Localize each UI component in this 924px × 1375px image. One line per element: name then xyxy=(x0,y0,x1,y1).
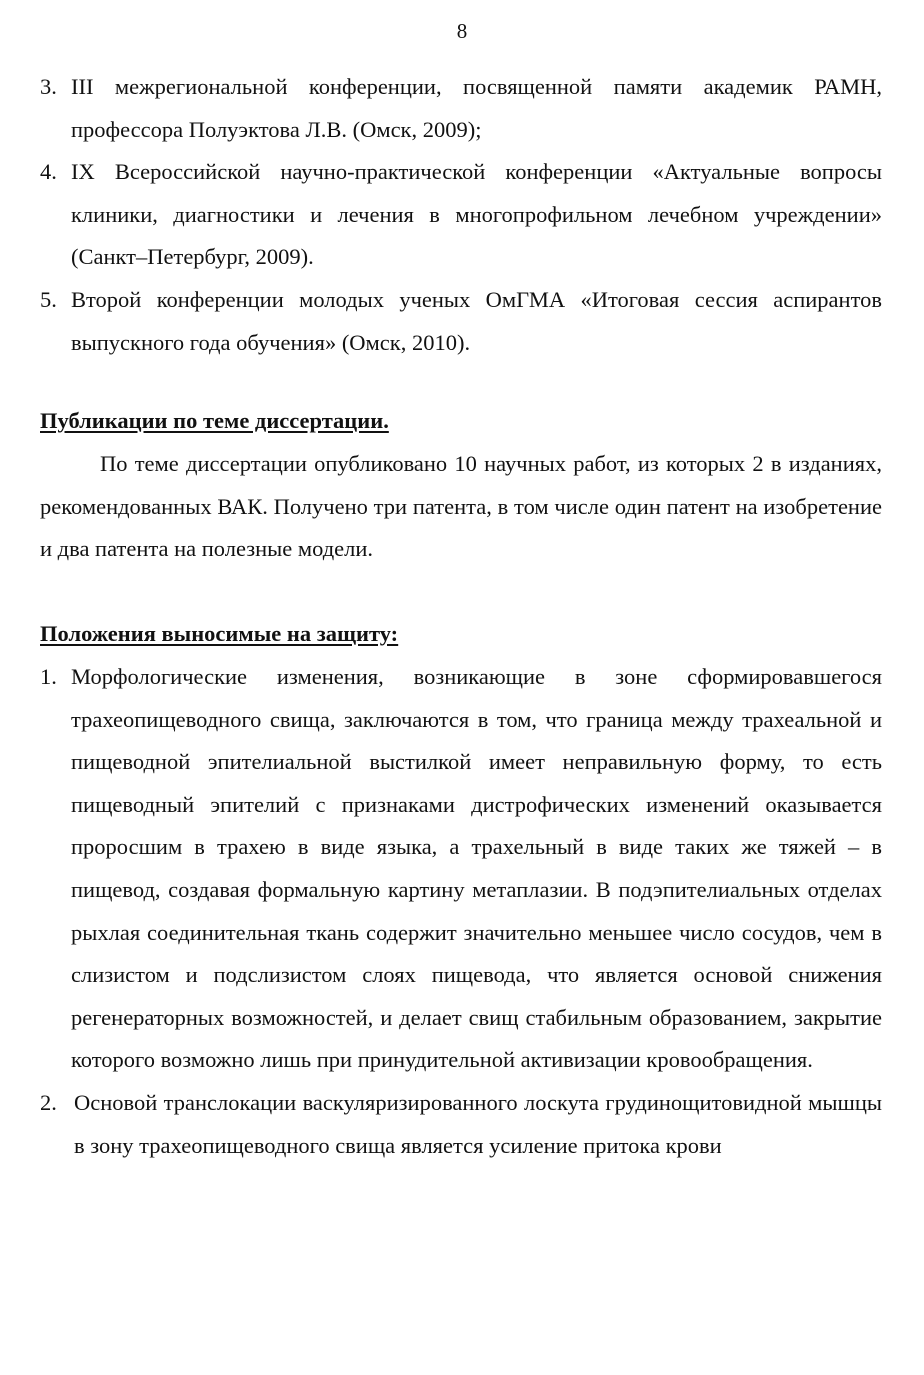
publications-heading: Публикации по теме диссертации. xyxy=(40,408,389,433)
list-item-text: III межрегиональной конференции, посвященной памяти академик РАМН, профессора Полуэктова Л.В. (Омск, 2009); xyxy=(71,74,882,142)
list-item-text: Второй конференции молодых ученых ОмГМА «Итоговая сессия аспирантов выпускного года обучения» (Омск, 2010). xyxy=(71,286,882,355)
page-number: 8 xyxy=(456,19,468,43)
publications-paragraph: По теме диссертации опубликовано 10 научных работ, из которых 2 в изданиях, рекомендованных ВАК. Получено три патента, в том числе один патент на изобретение и два патента на полезные модели. xyxy=(40,451,882,562)
list-item-text: Основой транслокации васкуляризированного лоскута грудинощитовидной мышцы в зону трахеопищеводного свища является усиление притока крови xyxy=(74,1089,882,1158)
list-item-number: 2. xyxy=(40,1089,57,1115)
list-item xyxy=(40,1082,882,1167)
list-item-number: 5. xyxy=(40,286,57,312)
list-item-number: 1. xyxy=(40,664,57,689)
theses-heading: Положения выносимые на защиту: xyxy=(40,621,399,646)
list-item xyxy=(40,151,882,279)
list-item xyxy=(40,656,882,1082)
list-item-number: 3. xyxy=(40,74,57,99)
list-item xyxy=(40,279,882,364)
list-item xyxy=(40,66,882,151)
list-item-text: Морфологические изменения, возникающие в зоне сформировавшегося трахеопищеводного свища, заключаются в том, что граница между трахеальной и пищеводной эпителиальной выстилкой имеет неправильную форму, то есть пищеводный эпителий с признаками дистрофических изменений оказывается проросшим в трахею в виде языка, а трахельный в виде таких же тяжей – в пищевод, создавая формальную картину метаплазии. В подэпителиальных отделах рыхлая соединительная ткань содержит значительно меньшее число сосудов, чем в слизистом и подслизистом слоях пищевода, что является основой снижения регенераторных возможностей, и делает свищ стабильным образованием, закрытие которого возможно лишь при принудительной активизации кровообращения. xyxy=(71,664,882,1073)
list-item-number: 4. xyxy=(40,159,57,185)
list-item-text: IX Всероссийской научно-практической конференции «Актуальные вопросы клиники, диагностики и лечения в многопрофильном лечебном учреждении» (Санкт–Петербург, 2009). xyxy=(71,159,882,270)
theses-list xyxy=(40,656,882,1167)
conference-list xyxy=(40,66,882,364)
